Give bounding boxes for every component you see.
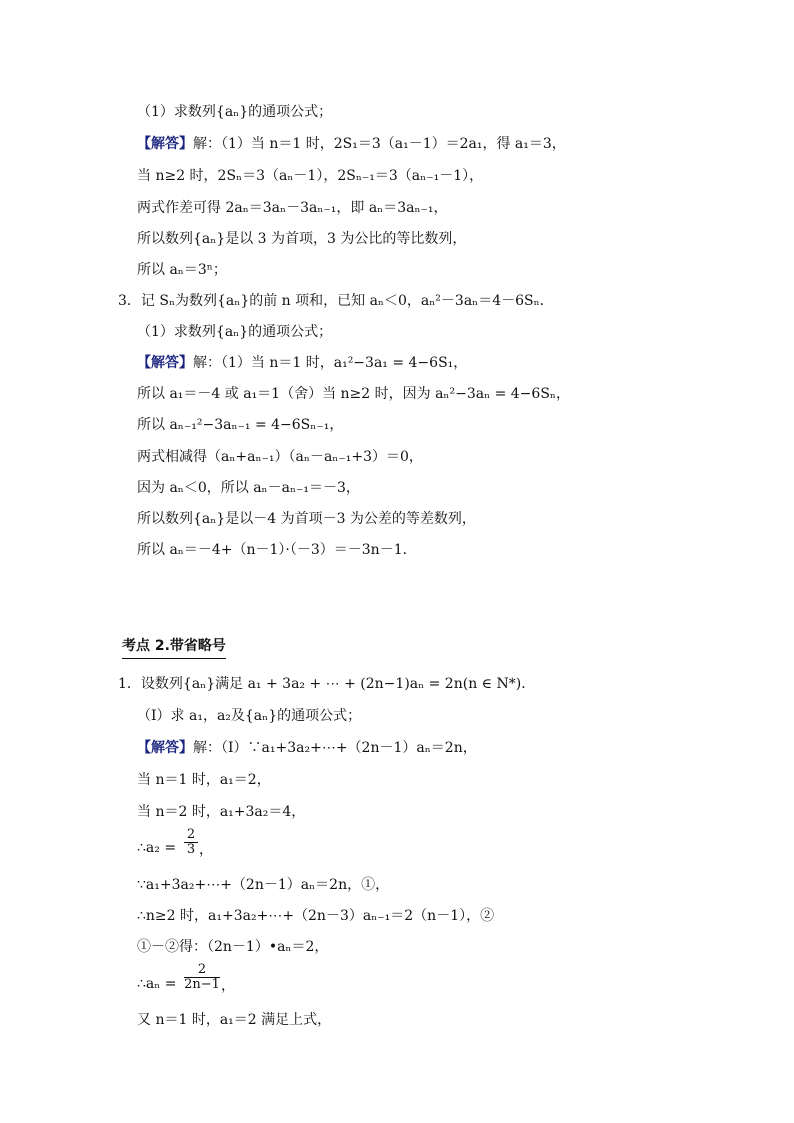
text-line: ∵a₁+3a₂+⋯+（2n－1）aₙ＝2n，①， — [137, 877, 390, 893]
text-line: ①－②得：（2n－1）•aₙ＝2， — [137, 939, 329, 955]
answer-text: 解：（1）当 n＝1 时，a₁²−3a₁ = 4−6S₁， — [193, 355, 468, 371]
answer-text: 解：（1）当 n＝1 时，2S₁＝3（a₁－1）＝2a₁，得 a₁＝3， — [193, 136, 566, 152]
fraction-denominator: 2n−1 — [184, 977, 220, 992]
answer-text: 解：（Ⅰ）∵a₁+3a₂+⋯+（2n－1）aₙ＝2n， — [193, 740, 477, 756]
answer-line — [137, 134, 566, 154]
answer-tag: 【解答】 — [137, 740, 193, 756]
answer-line — [137, 353, 467, 373]
text-line: 当 n≥2 时，2Sₙ＝3（aₙ－1），2Sₙ₋₁＝3（aₙ₋₁－1）， — [137, 168, 484, 184]
fraction-numerator: 2 — [186, 827, 196, 842]
text-line: 两式相减得（aₙ+aₙ₋₁）（aₙ－aₙ₋₁+3）＝0， — [137, 449, 423, 465]
answer-tag: 【解答】 — [137, 355, 193, 371]
text-line: 当 n＝2 时，a₁+3a₂＝4， — [137, 804, 306, 820]
section-title: 考点 2.带省略号 — [122, 636, 226, 659]
problem-statement: 3．记 Sₙ为数列{aₙ}的前 n 项和，已知 aₙ＜0，aₙ²－3aₙ＝4－6Sₙ． — [118, 293, 554, 309]
fraction-denominator: 3 — [184, 842, 198, 857]
text-line: （Ⅰ）求 a₁，a₂及{aₙ}的通项公式； — [137, 708, 362, 724]
answer-tag: 【解答】 — [137, 136, 193, 152]
text-line: 当 n＝1 时，a₁＝2， — [137, 772, 271, 788]
fraction-lead: ∴a₂ = — [137, 840, 177, 856]
text-line: ∴n≥2 时，a₁+3a₂+⋯+（2n－3）aₙ₋₁＝2（n－1），② — [137, 908, 495, 924]
text-line: 所以数列{aₙ}是以 3 为首项，3 为公比的等比数列， — [137, 231, 467, 247]
text-line: 所以 aₙ＝－4+（n－1）·（－3）＝－3n－1． — [137, 542, 417, 558]
text-line: 两式作差可得 2aₙ＝3aₙ－3aₙ₋₁，即 aₙ＝3aₙ₋₁， — [137, 200, 448, 216]
text-line: 所以 a₁＝－4 或 a₁＝1（舍）当 n≥2 时，因为 aₙ²−3aₙ = 4−6Sₙ， — [137, 386, 570, 402]
fraction-an — [184, 963, 220, 992]
fraction-lead: ∴aₙ = — [137, 976, 177, 992]
text-line: 因为 aₙ＜0，所以 aₙ－aₙ₋₁＝－3， — [137, 480, 360, 496]
problem-statement: 1．设数列{aₙ}满足 a₁ + 3a₂ + ⋯ + (2n−1)aₙ = 2n(n ∈ N*)． — [118, 676, 536, 692]
fraction-tail: ， — [199, 842, 213, 858]
text-line: 所以 aₙ₋₁²−3aₙ₋₁ = 4−6Sₙ₋₁， — [137, 417, 344, 433]
text-line: （1）求数列{aₙ}的通项公式； — [137, 324, 333, 340]
text-line: 所以数列{aₙ}是以－4 为首项－3 为公差的等差数列， — [137, 511, 476, 527]
fraction-numerator: 2 — [197, 962, 207, 977]
answer-line — [137, 738, 477, 758]
text-line: （1）求数列{aₙ}的通项公式； — [137, 104, 333, 120]
text-line: 又 n＝1 时，a₁＝2 满足上式， — [137, 1012, 332, 1028]
text-line: 所以 aₙ＝3ⁿ； — [137, 262, 227, 278]
fraction-tail: ， — [221, 978, 235, 994]
fraction-a2 — [184, 828, 198, 857]
